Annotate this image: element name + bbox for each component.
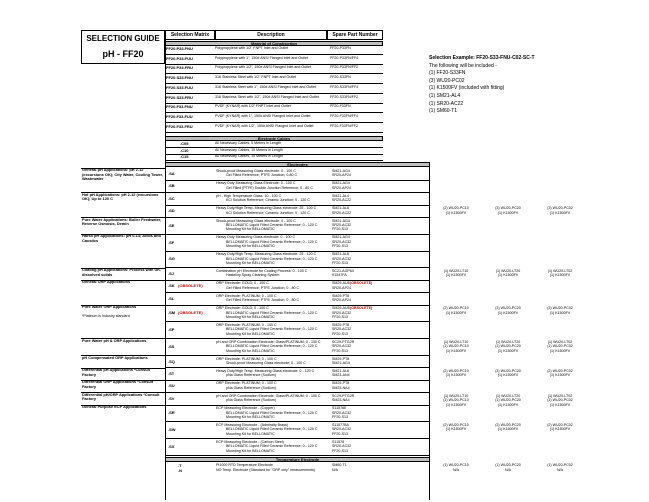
cable-code: .C05 — [180, 141, 189, 146]
cable-description: All Necessary Cables, 10 Meters in Length — [215, 147, 283, 152]
spare-kit-item: (1) K1500FV — [549, 273, 571, 278]
electrode-code: .SP — [168, 327, 175, 333]
electrode-part: SM29-PT8 — [332, 323, 350, 327]
electrode-description: Mounting Kit for BELLOMATIC — [226, 448, 275, 453]
spare-kit-item: (3) WU20-PC02 — [547, 306, 573, 311]
spare-kit-item: (1) WU20-LT10 — [443, 393, 469, 398]
material-code: FF20.P33.FRU — [166, 65, 193, 71]
electrode-code: .SQ — [168, 358, 175, 364]
electrode-category: Differential pH Applications *Consult Factory — [82, 367, 150, 377]
cable-description: All Necessary Cables, 15 Meters in Length — [215, 154, 283, 158]
temp-spare: (1) WU20-PC10 — [443, 462, 469, 467]
electrode-description: pNa Glass Reference (Sodium) — [226, 385, 276, 390]
electrode-description: Gel Filled Reference; PTFE Junction; 0 - 80 C — [226, 298, 300, 303]
spare-kit-item: (1) K1500FV — [497, 427, 519, 432]
spare-kit-item: (2) WU20-PC02 — [547, 423, 573, 427]
material-code: FF20.F33.FRU — [166, 123, 193, 129]
spare-kit-item: (1) WU20-PC10 — [443, 344, 469, 349]
guide-title: SELECTION GUIDE — [86, 34, 160, 43]
electrode-code: .SM — [168, 310, 176, 316]
electrode-part: SM29-PT8 — [332, 293, 350, 298]
example-item: (1) SR20-AC22 — [429, 100, 464, 107]
spare-kit-item: (3) WU20-PC02 — [547, 206, 573, 211]
electrode-part: FF20-S13 — [332, 261, 348, 265]
electrode-part: SM21-AG4 — [332, 169, 350, 173]
electrode-part: FF20-S13 — [332, 448, 348, 453]
electrode-part: FF20-S13 — [332, 431, 348, 436]
electrode-part: SM21-AL6 — [332, 252, 349, 257]
section-cables: Electrode Cables — [165, 136, 383, 141]
material-description: 316 Stainless Steel with 1/2" FNPT Inlet and Outlet — [215, 75, 297, 80]
electrode-code: .SW — [168, 427, 176, 433]
material-description: 316 Stainless Steel with 1/2", 150# ANSI Flanged Inlet and Outlet — [215, 94, 319, 99]
material-description: PVDF (KYNAR) with 1/2" FNPT Inlet and Outlet — [215, 104, 291, 109]
spare-kit-item: (1) K1500FV — [497, 273, 519, 278]
electrode-description: Mounting Kit for BELLOMATIC — [226, 227, 275, 232]
material-description: 316 Stainless Steel with 1", 150# ANSI Flanged Inlet and Outlet — [215, 84, 316, 89]
electrode-category-note: *Platinum is Industry standard — [82, 314, 130, 319]
electrode-part: SR20-AC22 — [332, 210, 352, 215]
electrode-description: Heavy Duty/High Temp. Measuring Glass electrode: 0 - 120 C — [216, 369, 315, 373]
electrode-code: .SF — [168, 239, 175, 245]
material-part: FF20-P33FN — [330, 46, 351, 50]
electrode-category: Pure Water Applications: Boiler Feedwater, Reverse Osmosis, Demin — [82, 216, 162, 227]
material-part: FF20-P33FN/FF2 — [330, 65, 359, 70]
header-description: Description — [215, 30, 327, 40]
electrode-description: ECP Measuring Electrode - (Copper) — [216, 406, 275, 411]
electrode-part: SM21-AG4 — [332, 218, 350, 223]
electrode-part: SR20-AP24 — [332, 285, 351, 290]
category-divider — [81, 368, 165, 369]
electrode-part: FF20-S13 — [332, 315, 348, 319]
spare-kit-item: (3) WU20-PC20 — [495, 206, 521, 211]
category-divider — [81, 280, 165, 281]
electrode-description: BELLOMATIC Liquid Filled Ceramic Reference; 0 - 120 C — [226, 427, 318, 432]
electrode-description: Mounting Kit for BELLOMATIC — [226, 315, 275, 319]
material-code: FF20.F33.FUU — [166, 113, 193, 119]
electrode-part: FF20-S13 — [332, 227, 348, 232]
spare-kit-item: (2) WU20-PC10 — [443, 206, 469, 211]
electrode-code: .SU — [168, 383, 175, 389]
electrode-part: SM23-NA4 — [332, 385, 350, 390]
electrode-category: Differential ORP Applications *Consult Factory — [82, 379, 154, 389]
material-part: FF20-S33FN/FF2 — [330, 94, 359, 99]
obsolete-badge: (OBSOLETE) — [178, 310, 203, 316]
spare-kit-item: (1) K1500FV — [549, 402, 571, 407]
electrode-category: General Purpose ECP Applications — [82, 404, 147, 410]
temp-spare: N/A — [453, 468, 459, 473]
temp-spare: N/A — [557, 468, 563, 473]
section-temperature: Temperature Electrode — [165, 457, 430, 462]
title-box — [81, 30, 165, 64]
electrode-description: BELLOMATIC Liquid Filled Ceramic Reference; 0 - 120 C — [226, 410, 318, 415]
spare-kit-item: (1) K1500FV — [445, 310, 467, 315]
electrode-part: FF20-S13 — [332, 415, 348, 419]
material-part: FF20-F33FN/FF2 — [330, 123, 358, 128]
spare-kit-item: (1) WU20-LT20 — [495, 269, 521, 273]
temp-code: .N — [178, 468, 182, 474]
spare-kit-item: (1) K1500FV — [445, 210, 467, 215]
electrode-description: pH and ORP Combination Electrode: Glass/PLATINUM; 0 - 100 C — [216, 393, 321, 398]
material-code: FF20.S33.FUU — [166, 84, 193, 90]
electrode-description: Mounting Kit for BELLOMATIC — [226, 431, 275, 436]
spare-kit-item: (1) WU20-LT20 — [495, 393, 521, 398]
electrode-description: ORP Electrode: PLATINUM; 0 - 100 C — [216, 356, 277, 361]
electrode-description: Gel Filled Reference; PTFE Junction; 0-80 C — [226, 173, 298, 178]
electrode-part: SM29-AU8 — [332, 281, 350, 286]
electrode-part: SR20-AC32 — [332, 223, 352, 227]
electrode-part: S11576E — [332, 406, 347, 411]
electrode-part: SM21-AG4 — [332, 361, 350, 365]
material-description: PVDF (KYNAR) with 1/2", 150# ANSI Flanged Inlet and Outlet — [215, 123, 314, 128]
electrode-part: SR20-AC32 — [332, 444, 352, 449]
example-intro: The following will be included - — [429, 62, 497, 69]
electrode-description: ECP Measuring Electrode - (Admiralty Brass) — [216, 423, 289, 427]
electrode-description: Mounting Kit for BELLOMATIC — [226, 331, 275, 336]
electrode-category: Coating pH Applications: Process with Un-dissolved solids — [82, 267, 161, 277]
spare-kit-item: (1) K1500FV — [445, 402, 467, 407]
spare-kit-item: (1) K1500FV — [445, 273, 467, 278]
material-code: FF20.F33.FNU — [166, 104, 193, 110]
spare-kit-item: (1) WU20-PC20 — [495, 398, 521, 403]
electrode-code: .SG — [168, 256, 175, 262]
electrode-description: ORP Electrode: PLATINUM; 0 - 100 C — [216, 293, 277, 298]
temp-spare: (1) WU20-PC02 — [547, 462, 573, 467]
material-code: FF20.P33.FUU — [166, 55, 193, 61]
spare-kit-item: (1) K1500FV — [549, 348, 571, 353]
header-selection-matrix: Selection Matrix — [165, 30, 215, 40]
electrode-description: BELLOMATIC Liquid Filled Ceramic Reference; 0 - 120 C — [226, 223, 318, 227]
spare-kit-item: (1) K1500FV — [497, 210, 519, 215]
electrode-description: Gel Filled (PTFE) Double Junction Reference; 0 - 80 C — [226, 185, 313, 190]
temp-description: NO Temp. Electrode (Standard for "ORP only" measurements) — [216, 468, 316, 473]
electrode-description: BELLOMATIC Liquid Filled Ceramic Reference; 0 - 120 C — [226, 327, 318, 332]
electrode-code: .SJ — [168, 270, 175, 276]
electrode-part: SR20-AC32 — [332, 410, 352, 415]
guide-subtitle: pH - FF20 — [102, 49, 144, 59]
spare-kit-item: (1) K1500FV — [549, 310, 571, 315]
electrode-code: .SA — [168, 170, 175, 176]
cable-code: .C15 — [180, 154, 189, 159]
category-divider — [81, 305, 165, 306]
electrode-part: SM29-PT8 — [332, 381, 350, 386]
row-divider — [165, 132, 383, 133]
electrode-description: Heavy Duty Measuring Glass electrode: 0 - 100 C — [216, 235, 296, 240]
electrode-code: .SB — [168, 183, 175, 189]
electrode-description: ORP Electrode: PLATINUM; 0 - 100 C — [216, 381, 277, 386]
category-divider — [81, 168, 165, 169]
spare-kit-item: (3) WU20-PC20 — [495, 423, 521, 427]
temp-description: Pt1000 RTD Temperature Electrode — [216, 462, 273, 467]
spare-kit-item: (1) WU20-LT02 — [547, 269, 573, 273]
spare-kit-item: (1) WU20-PC20 — [495, 344, 521, 349]
electrode-part: SR20-AC32 — [332, 427, 352, 432]
column-divider — [165, 40, 166, 500]
material-code: FF20.S33.FRU — [166, 94, 193, 100]
category-divider — [81, 338, 165, 339]
electrode-part: SM29-AU8 — [332, 306, 350, 311]
spare-kit-item: (1) WU20-PC02 — [547, 398, 573, 403]
electrode-code: .SL — [168, 295, 175, 301]
row-divider — [165, 160, 383, 161]
electrode-description: pNa Glass Reference (Sodium) — [226, 398, 276, 403]
electrode-part: S11578 — [332, 439, 345, 444]
electrode-description: BELLOMATIC Liquid Filled Ceramic Reference; 0 - 120 C — [226, 239, 318, 244]
electrode-description: Shock-proof Measuring Glass electrode: 0 - 100 C — [216, 218, 296, 223]
material-description: Polypropylene with 1", 150# ANSI Flanged Inlet and Outlet — [215, 55, 308, 60]
category-divider — [81, 392, 165, 393]
spare-kit-item: (1) WU20-LT10 — [443, 339, 469, 344]
spare-kit-item: (1) K1500FV — [445, 427, 467, 432]
category-divider — [81, 268, 165, 269]
spare-kit-item: (2) WU20-PC10 — [443, 306, 469, 311]
spare-kit-item: (1) K1500FV — [497, 373, 519, 378]
temp-spare: N/A — [505, 468, 511, 473]
electrode-part: SC21-AGP64 — [332, 269, 354, 273]
electrode-part: SM21-AL6 — [332, 206, 349, 211]
electrode-description: Gel Filled Reference; PTFE Junction; 0 - 80 C — [226, 285, 300, 290]
material-code: FF20.S33.FNU — [166, 75, 193, 81]
material-description: Polypropylene with 1/2" FNPT Inlet and Outlet — [215, 46, 289, 50]
material-part: FF20-P33FN/FF4 — [330, 55, 359, 60]
example-item: (1) FF20-S33FN — [429, 70, 466, 77]
material-code: FF20.P33.FNU — [166, 46, 193, 51]
electrode-description: KCl Solution Reference; Ceramic Junction; 0 - 120 C — [226, 210, 310, 215]
electrode-description: Mounting Kit for BELLOMATIC — [226, 244, 275, 249]
electrode-category: Pure Water pH & ORP Applications — [82, 337, 147, 343]
spare-kit-item: (1) K1500FV — [497, 348, 519, 353]
electrode-category: Pure Water ORP Applications — [82, 304, 137, 310]
electrode-part: SR20-AC32 — [332, 344, 352, 349]
electrode-part: SR20-AC32 — [332, 310, 352, 315]
electrode-description: Shock-proof Measuring Glass electrode; 0 - 100 C — [226, 361, 306, 365]
electrode-description: BELLOMATIC Liquid Filled Ceramic Reference; 0 - 120 C — [226, 256, 318, 261]
electrode-description: ORP Electrode: GOLD; 0 - 100 C — [216, 306, 269, 311]
electrode-part: SR20-AP24 — [332, 173, 351, 178]
electrode-part: SC29-PTG2R — [332, 339, 355, 344]
electrode-part: SM21-AG4 — [332, 181, 350, 186]
spare-kit-item: (1) WU20-LT02 — [547, 339, 573, 344]
section-electrodes: Electrodes — [165, 162, 430, 167]
electrode-description: Mounting Kit for BELLOMATIC — [226, 348, 275, 353]
temp-code: .T — [178, 462, 182, 468]
electrode-category: General ORP Applications — [82, 279, 131, 285]
material-part: FF20-S33FN — [330, 75, 351, 80]
electrode-part: SC29-PTG2R — [332, 393, 355, 398]
obsolete-badge: (OBSOLETE) — [350, 306, 373, 311]
temp-part: SM60-T1 — [332, 462, 347, 467]
spare-kit-item: (1) WU20-LT10 — [443, 269, 469, 273]
spare-kit-item: (2) WU20-PC10 — [443, 369, 469, 373]
spare-kit-item: (1) WU20-PC10 — [443, 398, 469, 403]
electrode-description: KCl Solution Reference; Ceramic Junction; 0 - 120 C — [226, 198, 310, 203]
example-item: (3) WU20-PC02 — [429, 77, 465, 84]
category-divider — [81, 380, 165, 381]
category-divider — [81, 192, 165, 193]
electrode-description: Shock-proof Measuring Glass electrode: 0 - 100 C — [216, 169, 296, 173]
obsolete-badge: (OBSOLETE) — [178, 283, 203, 289]
electrode-part: S11577BA — [332, 423, 349, 427]
electrode-category: General pH Applications: pH 2-12 (excursions OK); City Water, Cooling Tower, Wastewater — [82, 167, 164, 182]
material-part: FF20-S33FN/FF4 — [330, 84, 359, 89]
electrode-description: BELLOMATIC Liquid Filled Ceramic Reference; 0 - 120 C — [226, 444, 318, 449]
spare-kit-item: (3) WU20-PC20 — [495, 369, 521, 373]
electrode-description: Combination pH Electrode for Coating Process: 0 - 100 C — [216, 269, 308, 273]
electrode-description: ECP Measuring Electrode - (Carbon Steel) — [216, 439, 284, 444]
electrode-code: .SV — [168, 395, 175, 401]
electrode-part: SR20-AC22 — [332, 198, 352, 203]
electrode-description: pH - High Temperature Glass: 10 - 100 C — [216, 193, 282, 198]
spare-kit-item: (2) WU20-PC02 — [547, 369, 573, 373]
electrode-description: Hastelloy Spray Cleaning System — [226, 273, 280, 278]
electrode-part: SM23-NA4 — [332, 398, 350, 403]
temp-spare: (1) WU20-PC20 — [495, 462, 521, 467]
electrode-part: SR20-AC32 — [332, 256, 352, 261]
spare-kit-item: (1) K1500FV — [445, 348, 467, 353]
electrode-part: SM21-AL4 — [332, 193, 349, 198]
spare-kit-item: (1) K1500FV — [497, 310, 519, 315]
material-description: PVDF (KYNAR) with 1", 150# ANSI Flanged Inlet and Outlet — [215, 113, 311, 118]
spare-kit-item: (1) K1500FV — [549, 210, 571, 215]
electrode-category: Differential pH/ORP Applications *Consult Factory — [82, 391, 160, 402]
electrode-category: Hot pH Applications: pH 2-12 (excursions OK); Up to 120 C — [82, 191, 159, 202]
spare-kit-item: (1) WU20-LT02 — [547, 393, 573, 398]
electrode-description: ORP Electrode: PLATINUM; 0 - 100 C — [216, 323, 277, 327]
electrode-part: SR20-AC32 — [332, 327, 352, 332]
electrode-part: SM23-AN4 — [332, 373, 350, 378]
electrode-part: FF20-S13 — [332, 331, 348, 336]
category-divider — [81, 355, 165, 356]
electrode-part: SM21-AL6 — [332, 369, 349, 373]
electrode-part: SR20-AP24 — [332, 185, 351, 190]
spare-kit-item: (1) K1500FV — [549, 427, 571, 432]
spare-kit-item: (1) WU20-LT20 — [495, 339, 521, 344]
cable-code: .C10 — [180, 147, 189, 153]
spare-kit-item: (1) K1500FV — [445, 373, 467, 378]
electrode-description: Heavy Duty/High Temp. Measuring Glass electrode: 25 - 120 C — [216, 252, 317, 257]
electrode-description: pNa Glass Reference (Sodium) — [226, 373, 276, 378]
spare-kit-item: (1) WU20-PC02 — [547, 344, 573, 349]
material-part: FF20-F33FN/FF4 — [330, 113, 358, 118]
spare-kit-item: (1) K1500FV — [549, 373, 571, 378]
obsolete-badge: (OBSOLETE) — [350, 281, 373, 286]
spare-kit-item: (3) WU20-PC20 — [495, 306, 521, 311]
example-item: (1) SM21-AL4 — [429, 92, 461, 99]
electrode-category: pH Compensated ORP Applications — [82, 354, 148, 360]
section-material: Material of Construction — [165, 41, 383, 46]
electrode-code: .SE — [168, 222, 175, 228]
spare-kit-item: (1) K1500FV — [497, 402, 519, 407]
electrode-code: .SD — [168, 208, 175, 214]
header-spare-part: Spare Part Number — [327, 30, 383, 40]
electrode-category: Harsh pH Applications: pH 0-14; Acids and Caustics — [82, 233, 161, 243]
electrode-description: Heavy Duty/High Temp. Measuring Glass electrode: 25 - 100 C — [216, 206, 317, 211]
electrode-description: BELLOMATIC Liquid Filled Ceramic Reference; 0 - 120 C — [226, 344, 318, 349]
electrode-part: FF20-S13 — [332, 348, 348, 353]
column-divider — [429, 162, 430, 500]
electrode-description: BELLOMATIC Liquid Filled Ceramic Reference; 0 - 120 C — [226, 310, 318, 315]
electrode-description: Mounting Kit for BELLOMATIC — [226, 261, 275, 265]
cable-description: All Necessary Cables, 5 Meters in Length — [215, 141, 281, 145]
electrode-part: SM21-AG4 — [332, 235, 350, 240]
selection-example — [429, 55, 599, 116]
electrode-code: .SS — [168, 343, 175, 349]
electrode-code: .ST — [168, 370, 175, 376]
electrode-description: pH and ORP Combination Electrode: Glass/PLATINUM; 0 - 100 C — [216, 339, 321, 344]
electrode-description: Heavy Duty Measuring Glass Electrode: 0 - 100 C — [216, 181, 296, 186]
example-item: (1) K1500FV (included with fitting) — [429, 85, 505, 92]
material-part: FF20-F33FN — [330, 104, 351, 109]
electrode-code: .SX — [168, 443, 175, 449]
electrode-part: K1547FA — [332, 273, 347, 278]
example-heading: Selection Example: FF20-S33-FNU-C02-SC-T — [429, 55, 535, 61]
electrode-description: Mounting Kit for BELLOMATIC — [226, 415, 275, 419]
category-divider — [81, 217, 165, 218]
electrode-code: .SR — [168, 410, 175, 416]
electrode-code: .SC — [168, 195, 175, 201]
spare-kit-item: (2) WU20-PC10 — [443, 423, 469, 427]
temp-part: N/A — [332, 468, 338, 473]
electrode-part: SR20-AP24 — [332, 298, 351, 303]
electrode-description: ORP Electrode: GOLD; 0 - 100 C — [216, 281, 269, 286]
electrode-part: SM29-PT8 — [332, 356, 350, 361]
material-description: Polypropylene with 1/2", 150# ANSI Flanged Inlet and Outlet — [215, 65, 311, 70]
electrode-part: FF20-S13 — [332, 244, 348, 249]
electrode-part: SR20-AC32 — [332, 239, 352, 244]
category-divider — [81, 405, 165, 406]
category-divider — [81, 234, 165, 235]
electrode-code: .SK — [168, 283, 175, 289]
example-item: (1) SM60-T1 — [429, 108, 458, 115]
